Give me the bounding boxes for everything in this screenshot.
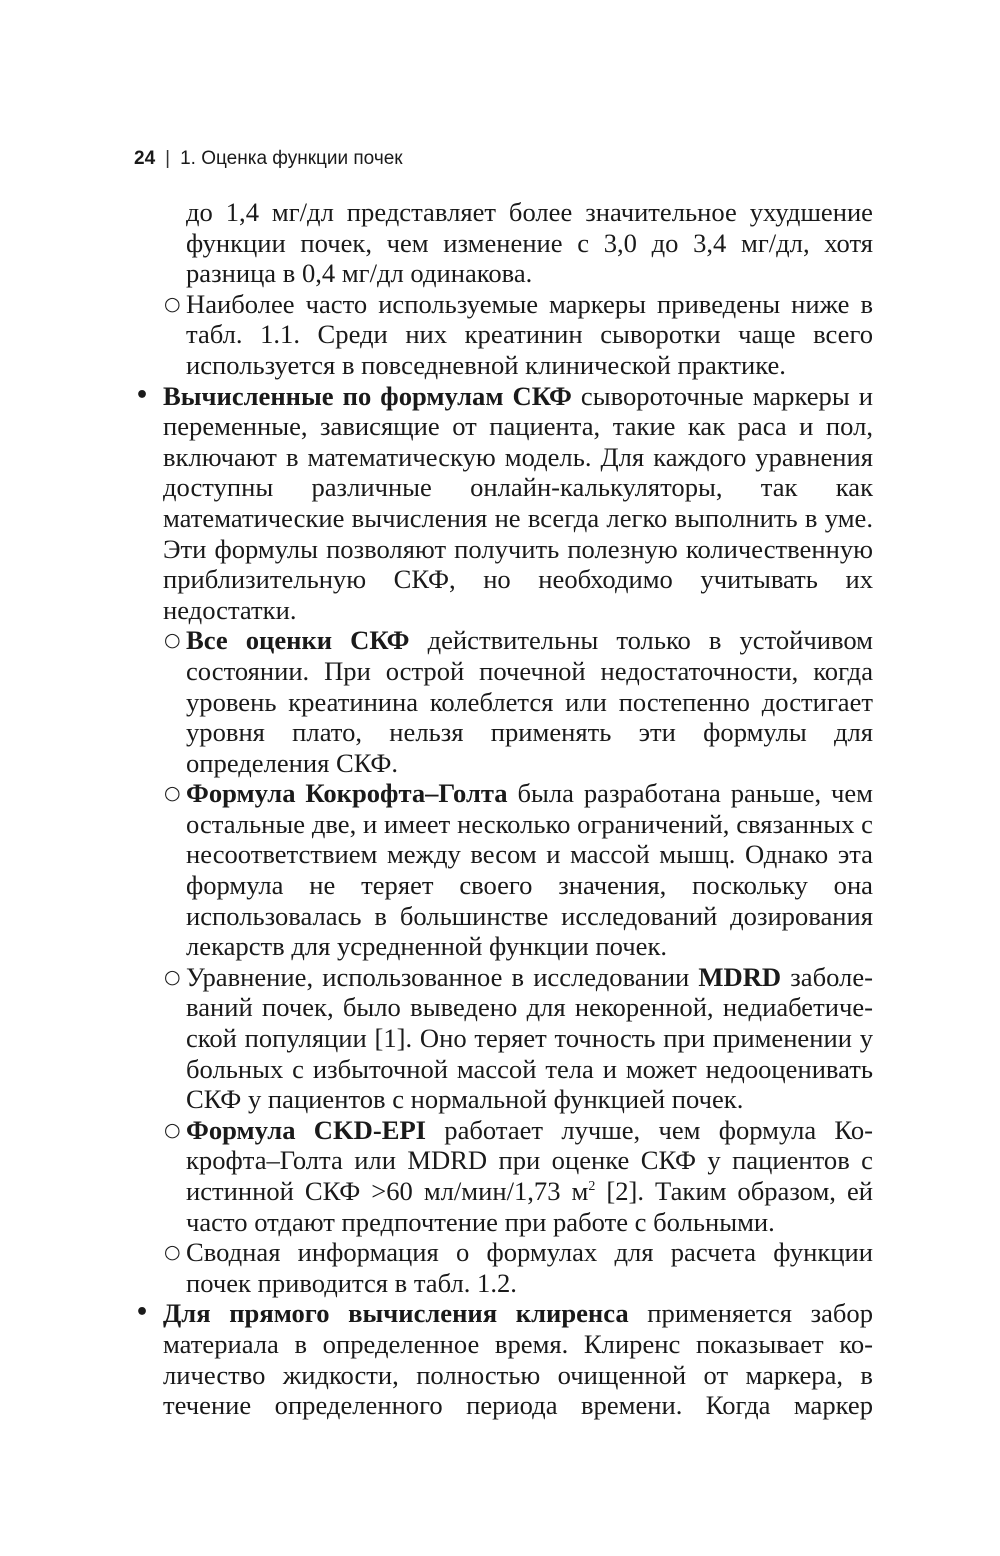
bold-term: MDRD bbox=[698, 961, 782, 992]
page-number: 24 bbox=[134, 148, 156, 169]
sub-bullet-steady-state bbox=[164, 625, 873, 778]
paragraph-text: была разработана раньше, чем остальные две, и имеет несколько ограничений, связанных с несоответствием между весом и массой мышц. Однако эта формула не теряет своего значения, поскольку она использовалась в большинстве исследований дозирования лекарств для усредненной функции почек. bbox=[186, 778, 873, 962]
paragraph-text: применяется забор материала в определенное время. Клиренс показывает количество жидкости, полностью очищенной от маркера, в течение определенного периода времени. Когда маркер bbox=[163, 1298, 874, 1421]
paragraph-text: Уравнение, использованное в исследовании bbox=[186, 961, 699, 992]
sub-bullet-ckd-epi bbox=[164, 1114, 873, 1237]
bold-term: Вычисленные по формулам СКФ bbox=[163, 380, 572, 411]
sub-bullet-summary bbox=[164, 1237, 873, 1298]
bold-term: Все оценки СКФ bbox=[186, 625, 410, 656]
bullet-calculated-gfr bbox=[135, 380, 873, 626]
circle-bullet-icon: ○ bbox=[164, 965, 181, 988]
body-text bbox=[0, 197, 1000, 1421]
circle-bullet-icon: ○ bbox=[164, 292, 181, 315]
paragraph-text: Сводная информация о формулах для расчета функции почек приводится в табл. 1.2. bbox=[186, 1237, 873, 1298]
paragraph-text: до 1,4 мг/дл представляет более значительное ухудшение функции почек, чем изменение с 3,0 до 3,4 мг/дл, хотя разница в 0,4 мг/дл одинакова. bbox=[186, 197, 873, 289]
paragraph-text: [2]. Таким образом, ей часто отдают предпочтение при работе с больными. bbox=[186, 1176, 873, 1237]
bold-term: Для прямого вычисления клиренса bbox=[163, 1298, 629, 1329]
circle-bullet-icon: ○ bbox=[164, 629, 181, 652]
circle-bullet-icon: ○ bbox=[164, 1241, 181, 1264]
circle-bullet-icon: ○ bbox=[164, 782, 181, 805]
paragraph-text: Наиболее часто используемые маркеры приведены ниже в табл. 1.1. Среди них креатинин сыворотки чаще всего используется в повседневной клинической практике. bbox=[186, 288, 873, 380]
bold-term: Формула Кокрофта–Голта bbox=[186, 778, 508, 809]
sub-bullet-markers bbox=[164, 288, 873, 381]
paragraph-text: действительны только в устойчивом состоянии. При острой почечной недостаточности, когда уровень креатинина колеблется или постепенно достигает уровня плато, нельзя применять эти формулы для определения СКФ. bbox=[186, 625, 873, 778]
sub-bullet-cockcroft-gault bbox=[164, 778, 873, 962]
bullet-icon: • bbox=[135, 382, 150, 408]
running-head bbox=[134, 146, 403, 172]
paragraph-text: работает лучше, чем формула Кокрофта–Голта или MDRD при оценке СКФ у пациентов с истинной СКФ >60 мл/мин/1,73 м bbox=[186, 1114, 873, 1206]
paragraph-text: заболеваний почек, было выведено для некоренной, недиабетической популяции [1]. Оно теряет точность при применении у больных с избыточной массой тела и может недооценивать СКФ у пациентов с нормальной функцией почек. bbox=[186, 961, 873, 1115]
superscript: 2 bbox=[588, 1179, 596, 1195]
circle-bullet-icon: ○ bbox=[164, 1118, 181, 1141]
bullet-icon: • bbox=[135, 1300, 150, 1326]
chapter-title: 1. Оценка функции почек bbox=[180, 148, 403, 169]
sub-bullet-mdrd bbox=[164, 961, 873, 1115]
header-separator: | bbox=[165, 148, 171, 169]
bold-term: Формула CKD-EPI bbox=[186, 1114, 427, 1145]
paragraph-continuation bbox=[186, 197, 873, 289]
paragraph-text: сывороточные маркеры и переменные, зависящие от пациента, такие как раса и пол, включают в математическую модель. Для каждого уравнения доступны различные онлайн-калькуляторы, так как математические вычисления не всегда легко выполнить в уме. Эти формулы позволяют получить полезную количественную приблизительную СКФ, но необходимо учитывать их недостатки. bbox=[163, 380, 873, 625]
bullet-direct-clearance bbox=[135, 1298, 874, 1421]
